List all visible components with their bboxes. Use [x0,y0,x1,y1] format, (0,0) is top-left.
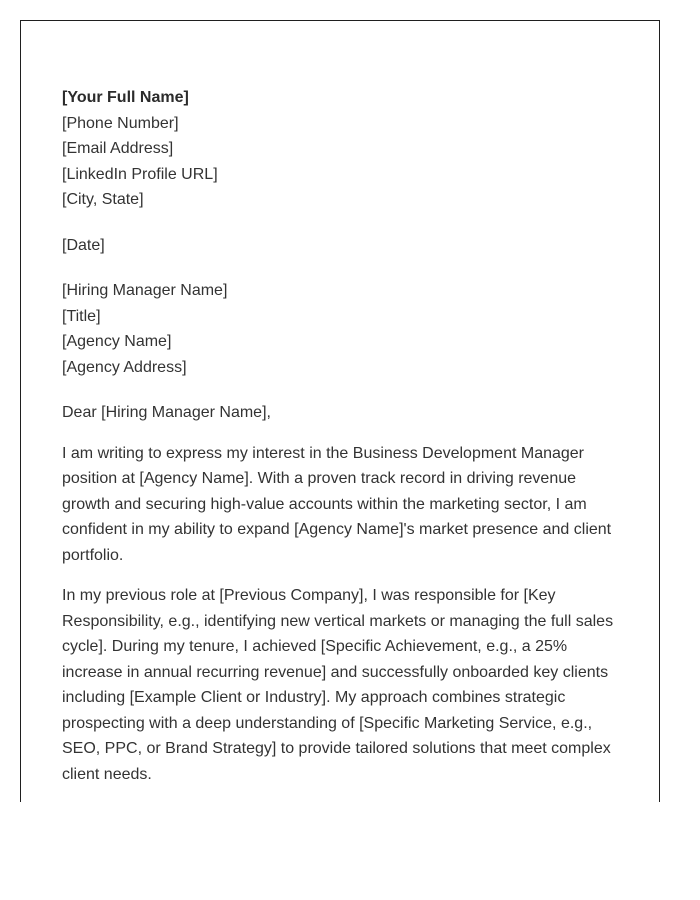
spacer [62,213,622,233]
paragraph-line: SEO, PPC, or Brand Strategy] to provide tailored solutions that meet complex [62,740,611,757]
letter-date: [Date] [62,236,105,254]
paragraph-line: confident in my ability to expand [Agency Name]'s market presence and client [62,521,612,538]
recipient-agency-name: [Agency Name] [62,333,172,350]
sender-full-name: [Your Full Name] [62,89,189,106]
date-block [62,233,622,259]
paragraph-line: including [Example Client or Industry]. My approach combines strategic [62,689,566,706]
body-paragraph-1 [62,441,622,569]
spacer [62,380,622,400]
paragraph-line: increase in annual recurring revenue] and successfully onboarded key clients [62,663,609,681]
spacer [62,258,622,278]
sender-phone: [Phone Number] [62,114,179,132]
paragraph-line: I am writing to express my interest in the Business Development Manager [62,444,585,462]
sender-email: [Email Address] [62,140,174,157]
sender-block [62,85,622,213]
letter-content [62,85,622,787]
salutation-block [62,400,622,426]
recipient-block [62,278,622,380]
paragraph-line: growth and securing high-value accounts within the marketing sector, I am [62,495,587,513]
paragraph-line: cycle]. During my tenure, I achieved [Specific Achievement, e.g., a 25% [62,638,568,655]
letter-page [20,20,660,802]
recipient-title: [Title] [62,307,101,325]
spacer [62,426,622,441]
sender-linkedin: [LinkedIn Profile URL] [62,165,218,183]
recipient-hiring-manager: [Hiring Manager Name] [62,282,228,299]
paragraph-line: In my previous role at [Previous Company], I was responsible for [Key [62,587,556,604]
paragraph-line: prospecting with a deep understanding of [Specific Marketing Service, e.g., [62,714,593,732]
paragraph-line: client needs. [62,765,152,783]
recipient-agency-address: [Agency Address] [62,358,187,376]
sender-city-state: [City, State] [62,191,144,208]
paragraph-line: position at [Agency Name]. With a proven track record in driving revenue [62,470,577,487]
salutation: Dear [Hiring Manager Name], [62,404,271,421]
paragraph-line: portfolio. [62,546,124,564]
paragraph-line: Responsibility, e.g., identifying new vertical markets or managing the full sales [62,612,614,630]
spacer [62,568,622,583]
body-paragraph-2 [62,583,622,787]
